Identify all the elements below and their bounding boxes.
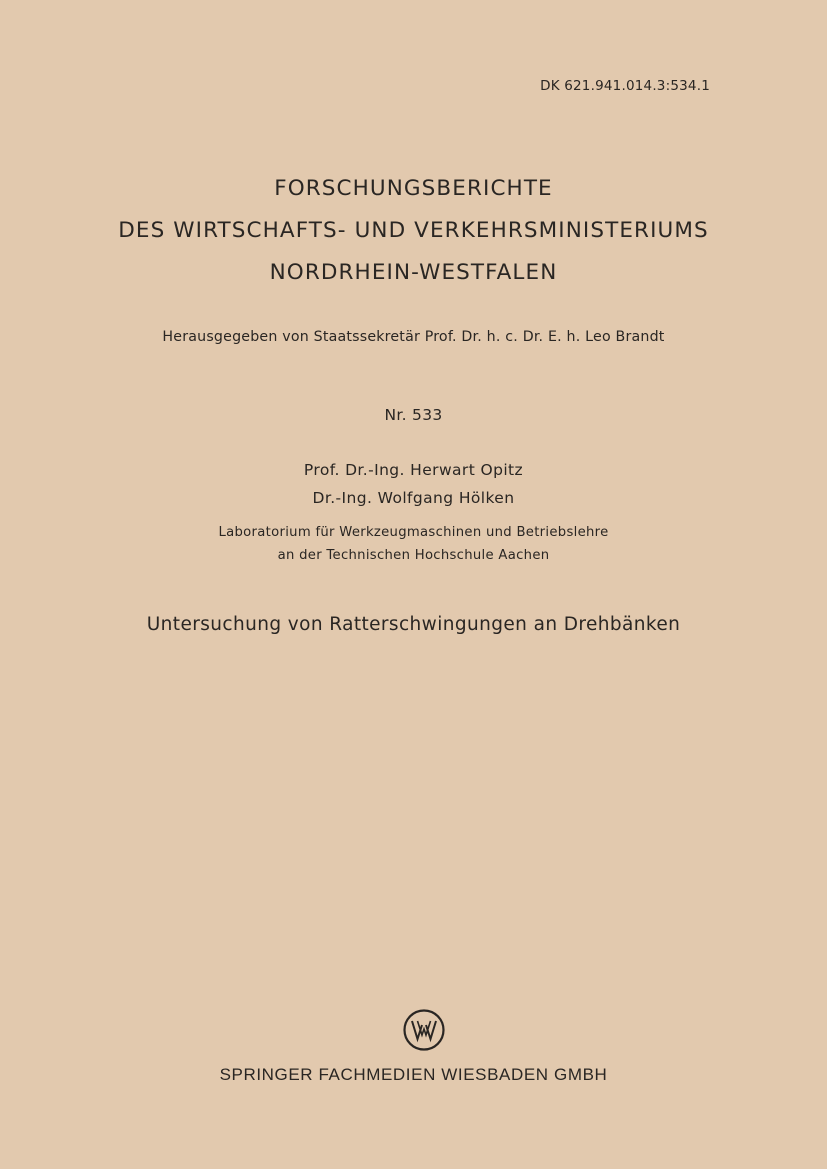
logo-graphic [402, 1008, 446, 1052]
editor-line: Herausgegeben von Staatssekretär Prof. Dr. h. c. Dr. E. h. Leo Brandt [162, 329, 665, 345]
institute [0, 521, 827, 567]
institute-line-1: Laboratorium für Werkzeugmaschinen und Betriebslehre [218, 525, 609, 540]
series-title [0, 168, 827, 294]
institute-line-2: an der Technischen Hochschule Aachen [277, 548, 550, 563]
series-title-line-2: DES WIRTSCHAFTS- UND VERKEHRSMINISTERIUMS [118, 218, 709, 243]
springer-vw-logo-icon [402, 1008, 446, 1052]
dk-classification: DK 621.941.014.3:534.1 [540, 78, 710, 94]
book-title: Untersuchung von Ratterschwingungen an Drehbänken [146, 614, 681, 635]
author-1: Prof. Dr.-Ing. Herwart Opitz [303, 461, 524, 479]
author-2: Dr.-Ing. Wolfgang Hölken [312, 489, 515, 507]
authors [0, 456, 827, 512]
series-title-line-3: NORDRHEIN-WESTFALEN [269, 260, 558, 285]
publisher: SPRINGER FACHMEDIEN WIESBADEN GMBH [219, 1065, 608, 1084]
volume-number: Nr. 533 [384, 406, 443, 424]
series-title-line-1: FORSCHUNGSBERICHTE [274, 176, 553, 201]
